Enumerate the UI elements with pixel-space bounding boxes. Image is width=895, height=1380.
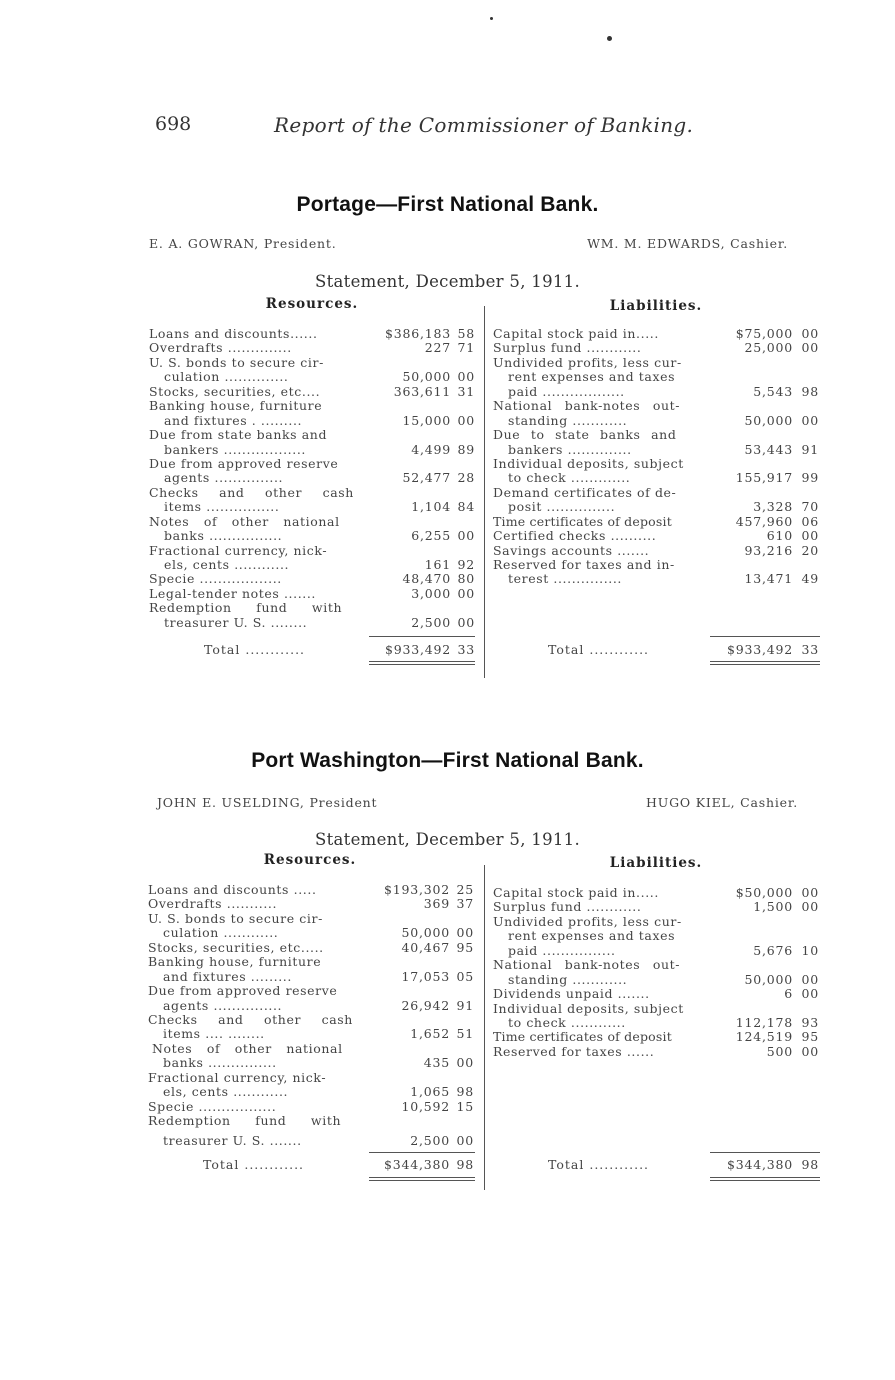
row-label: Due from approved reserve (148, 984, 338, 999)
row-label: Certified checks .......... (493, 529, 657, 544)
liabilities-total (493, 1157, 821, 1172)
row-label: Legal-tender notes ....... (149, 586, 316, 601)
row-label: National bank-notes out- (493, 958, 681, 973)
row-dollars: 3,000 (411, 585, 451, 601)
row-dollars: 124,519 (735, 1029, 793, 1045)
row-dollars: 6,255 (411, 528, 451, 544)
statement-date: Statement, December 5, 1911. (314, 272, 581, 291)
row-label: banks ................ (164, 529, 283, 544)
row-cents: 00 (801, 1043, 819, 1059)
row-label: Due from approved reserve (149, 456, 339, 471)
row-label: Dividends unpaid ....... (493, 987, 650, 1002)
row-cents: 80 (457, 571, 475, 587)
row-dollars: $386,183 (384, 326, 451, 341)
row-label: Individual deposits, subject (493, 1001, 684, 1016)
row-dollars: 1,065 (410, 1084, 450, 1100)
row-dollars: 26,942 (401, 997, 450, 1013)
row-dollars: 500 (766, 1043, 793, 1059)
row-dollars: 435 (423, 1055, 450, 1071)
row-cents: 00 (457, 614, 475, 630)
table-row (493, 1002, 821, 1016)
row-cents: 93 (801, 1014, 819, 1030)
row-cents: 00 (801, 971, 819, 987)
row-dollars: 13,471 (744, 571, 793, 587)
row-dollars: 2,500 (410, 1133, 450, 1149)
table-row (148, 1056, 476, 1070)
liabilities-heading: Liabilities. (609, 855, 703, 871)
table-row (148, 1085, 476, 1099)
row-cents: 00 (801, 326, 819, 341)
row-dollars: 610 (766, 528, 793, 544)
table-row (148, 1027, 476, 1041)
row-dollars: 53,443 (744, 441, 793, 457)
row-label: Notes of other national (152, 1041, 343, 1056)
row-cents: 00 (801, 899, 819, 915)
row-label: Loans and discounts ..... (148, 883, 317, 897)
column-divider (484, 865, 485, 1190)
row-dollars: 1,652 (410, 1026, 450, 1042)
row-label: Specie ................. (148, 1099, 277, 1114)
liabilities-heading: Liabilities. (609, 298, 703, 314)
row-dollars: $50,000 (735, 885, 793, 900)
row-dollars: 363,611 (393, 383, 451, 399)
row-label: Undivided profits, less cur- (493, 355, 682, 370)
row-label: Redemption fund with (148, 1114, 342, 1128)
row-label: agents ............... (164, 471, 284, 486)
row-label: rent expenses and taxes (508, 929, 676, 944)
row-dollars: 112,178 (735, 1014, 793, 1030)
row-dollars: 52,477 (402, 470, 451, 486)
row-cents: 71 (457, 340, 475, 356)
row-label: agents ............... (163, 998, 283, 1013)
row-cents: 84 (457, 499, 475, 515)
row-dollars: $75,000 (735, 326, 793, 341)
row-cents: 00 (456, 925, 474, 941)
row-dollars: 369 (423, 896, 450, 912)
row-label: Savings accounts ....... (493, 543, 650, 558)
total-label: Total ............ (204, 642, 306, 657)
table-row (148, 1013, 476, 1027)
table-row (148, 970, 476, 984)
cashier: WM. M. EDWARDS, Cashier. (587, 236, 788, 251)
table-row (493, 987, 821, 1001)
row-dollars: 10,592 (401, 1098, 450, 1114)
table-row (148, 984, 476, 998)
row-label: Checks and other cash (149, 485, 354, 500)
total-dollars: $933,492 (384, 642, 451, 657)
table-row (148, 912, 476, 926)
row-dollars: 6 (784, 986, 793, 1002)
row-label: Due from state banks and (149, 428, 328, 443)
row-label: paid ................ (508, 943, 616, 958)
row-cents: 37 (456, 896, 474, 912)
row-cents: 98 (456, 1084, 474, 1100)
president: JOHN E. USELDING, President (157, 795, 378, 810)
table-row (148, 897, 476, 911)
row-cents: 00 (457, 585, 475, 601)
row-label: culation .............. (164, 370, 289, 385)
row-dollars: 1,104 (411, 499, 451, 515)
row-label: Time certificates of deposit (493, 1030, 672, 1045)
row-cents: 91 (801, 441, 819, 457)
row-label: Time certificates of deposit (493, 514, 672, 529)
page-number: 698 (155, 113, 192, 135)
row-label: Fractional currency, nick- (148, 1070, 327, 1085)
row-cents: 00 (456, 1055, 474, 1071)
row-cents: 98 (801, 383, 819, 399)
row-dollars: 155,917 (735, 470, 793, 486)
row-dollars: 227 (424, 340, 451, 356)
row-cents: 00 (801, 986, 819, 1002)
double-rule (369, 1177, 475, 1178)
row-cents: 20 (801, 542, 819, 558)
row-dollars: 17,053 (401, 968, 450, 984)
resources-heading: Resources. (263, 852, 357, 868)
row-label: Notes of other national (149, 514, 340, 529)
row-label: U. S. bonds to secure cir- (148, 911, 323, 926)
row-dollars: 1,500 (753, 899, 793, 915)
row-label: bankers .................. (164, 442, 306, 457)
row-dollars: 4,499 (411, 441, 451, 457)
row-label: els, cents ............ (163, 1085, 289, 1100)
total-label: Total ............ (548, 1157, 650, 1172)
statement-date: Statement, December 5, 1911. (314, 830, 581, 849)
row-label: Stocks, securities, etc.... (149, 384, 321, 399)
row-label: Stocks, securities, etc..... (148, 940, 324, 955)
row-label: paid .................. (508, 384, 625, 399)
row-dollars: 2,500 (411, 614, 451, 630)
row-label: Redemption fund with (149, 601, 343, 616)
row-label: treasurer U. S. ........ (164, 615, 308, 630)
table-row (148, 941, 476, 955)
cashier: HUGO KIEL, Cashier. (646, 795, 798, 810)
resources-table (148, 883, 476, 1149)
row-label: terest ............... (508, 572, 623, 587)
row-cents: 15 (456, 1098, 474, 1114)
row-label: Surplus fund ............ (493, 900, 642, 915)
running-title: Report of the Commissioner of Banking. (274, 113, 694, 137)
row-label: els, cents ............ (164, 558, 290, 572)
row-cents: 89 (457, 441, 475, 457)
row-label: treasurer U. S. ....... (163, 1134, 302, 1149)
row-cents: 70 (801, 499, 819, 515)
row-label: Demand certificates of de- (493, 485, 677, 500)
row-dollars: 50,000 (402, 369, 451, 385)
row-cents: 00 (456, 1133, 474, 1149)
total-label: Total ............ (203, 1157, 305, 1172)
row-label: Undivided profits, less cur- (493, 914, 682, 929)
table-row (493, 1030, 821, 1044)
row-label: to check ............. (508, 471, 631, 486)
row-label: Loans and discounts...... (149, 327, 318, 341)
row-cents: 00 (457, 412, 475, 428)
row-cents: 06 (801, 513, 819, 529)
row-cents: 51 (456, 1026, 474, 1042)
table-row (493, 915, 821, 929)
bank-title: Portage—First National Bank. (296, 193, 599, 216)
total-cents: 33 (801, 642, 819, 657)
row-cents: 99 (801, 470, 819, 486)
row-cents: 28 (457, 470, 475, 486)
row-cents: 95 (456, 939, 474, 955)
double-rule (710, 1180, 820, 1181)
row-label: National bank-notes out- (493, 399, 681, 414)
row-cents: 00 (801, 340, 819, 356)
row-cents: 31 (457, 383, 475, 399)
row-label: standing ............ (508, 413, 628, 428)
row-cents: 58 (457, 326, 475, 341)
row-label: and fixtures ......... (163, 969, 292, 984)
row-label: posit ............... (508, 500, 616, 515)
table-row (493, 886, 821, 900)
row-cents: 49 (801, 571, 819, 587)
row-cents: 00 (801, 412, 819, 428)
table-row (493, 973, 821, 987)
row-dollars: 457,960 (735, 513, 793, 529)
row-label: Due to state banks and (493, 428, 677, 443)
row-label: Individual deposits, subject (493, 456, 684, 471)
row-dollars: 93,216 (744, 542, 793, 558)
resources-total (148, 1157, 476, 1172)
row-cents: 05 (456, 968, 474, 984)
row-dollars: 48,470 (402, 571, 451, 587)
president: E. A. GOWRAN, President. (149, 236, 337, 251)
row-label: rent expenses and taxes (508, 370, 676, 385)
row-cents: 00 (457, 369, 475, 385)
resources-heading: Resources. (265, 296, 359, 312)
table-row (493, 958, 821, 972)
row-dollars: 161 (424, 557, 451, 572)
row-label: Reserved for taxes ...... (493, 1044, 655, 1059)
table-row (493, 929, 821, 943)
table-row (148, 1100, 476, 1114)
row-label: Fractional currency, nick- (149, 543, 328, 558)
table-row (493, 1016, 821, 1030)
double-rule (369, 1180, 475, 1181)
row-dollars: 50,000 (744, 971, 793, 987)
row-dollars: 25,000 (744, 340, 793, 356)
row-dollars: $193,302 (383, 882, 450, 897)
row-label: banks ............... (163, 1056, 277, 1071)
table-row (148, 955, 476, 969)
row-label: Overdrafts .............. (149, 341, 292, 356)
table-row (493, 1045, 821, 1059)
table-row (493, 944, 821, 958)
row-label: Overdrafts ........... (148, 897, 278, 912)
row-cents: 92 (457, 557, 475, 572)
row-dollars: 50,000 (744, 412, 793, 428)
total-cents: 33 (457, 642, 475, 657)
row-cents: 25 (456, 882, 474, 897)
row-cents: 00 (457, 528, 475, 544)
row-label: Banking house, furniture (149, 399, 323, 414)
bank-title: Port Washington—First National Bank. (251, 749, 644, 772)
table-row (148, 926, 476, 940)
total-label: Total ............ (548, 642, 650, 657)
table-row (493, 900, 821, 914)
table-row (148, 999, 476, 1013)
row-label: Checks and other cash (148, 1012, 353, 1027)
row-cents: 91 (456, 997, 474, 1013)
double-rule (710, 1177, 820, 1178)
row-dollars: 5,676 (753, 942, 793, 958)
table-row (148, 1042, 476, 1056)
row-cents: 00 (801, 528, 819, 544)
row-dollars: 15,000 (402, 412, 451, 428)
row-dollars: 40,467 (401, 939, 450, 955)
total-cents: 98 (801, 1157, 819, 1172)
row-label: Capital stock paid in..... (493, 886, 659, 900)
row-cents: 00 (801, 885, 819, 900)
row-dollars: 5,543 (753, 383, 793, 399)
row-label: Surplus fund ............ (493, 341, 642, 356)
total-rule (710, 1152, 820, 1153)
row-dollars: 3,328 (753, 499, 793, 515)
row-cents: 10 (801, 942, 819, 958)
table-row (148, 883, 476, 897)
table-row (148, 1114, 476, 1128)
table-row (148, 1134, 476, 1148)
table-row (148, 1071, 476, 1085)
row-label: to check ............ (508, 1015, 626, 1030)
liabilities-table (493, 886, 821, 1059)
row-label: Capital stock paid in..... (493, 327, 659, 341)
row-label: U. S. bonds to secure cir- (149, 355, 324, 370)
row-label: items ................ (164, 500, 280, 515)
row-label: standing ............ (508, 972, 628, 987)
row-label: culation ............ (163, 926, 279, 941)
row-label: bankers .............. (508, 442, 632, 457)
total-cents: 98 (456, 1157, 474, 1172)
row-cents: 95 (801, 1029, 819, 1045)
row-label: and fixtures . ......... (164, 413, 303, 428)
row-dollars: 50,000 (401, 925, 450, 941)
row-label: items .... ........ (163, 1027, 265, 1042)
row-label: Specie .................. (149, 572, 282, 587)
total-dollars: $933,492 (726, 642, 793, 657)
total-rule (369, 1152, 475, 1153)
total-dollars: $344,380 (726, 1157, 793, 1172)
total-dollars: $344,380 (383, 1157, 450, 1172)
row-label: Reserved for taxes and in- (493, 558, 675, 572)
row-label: Banking house, furniture (148, 955, 322, 970)
